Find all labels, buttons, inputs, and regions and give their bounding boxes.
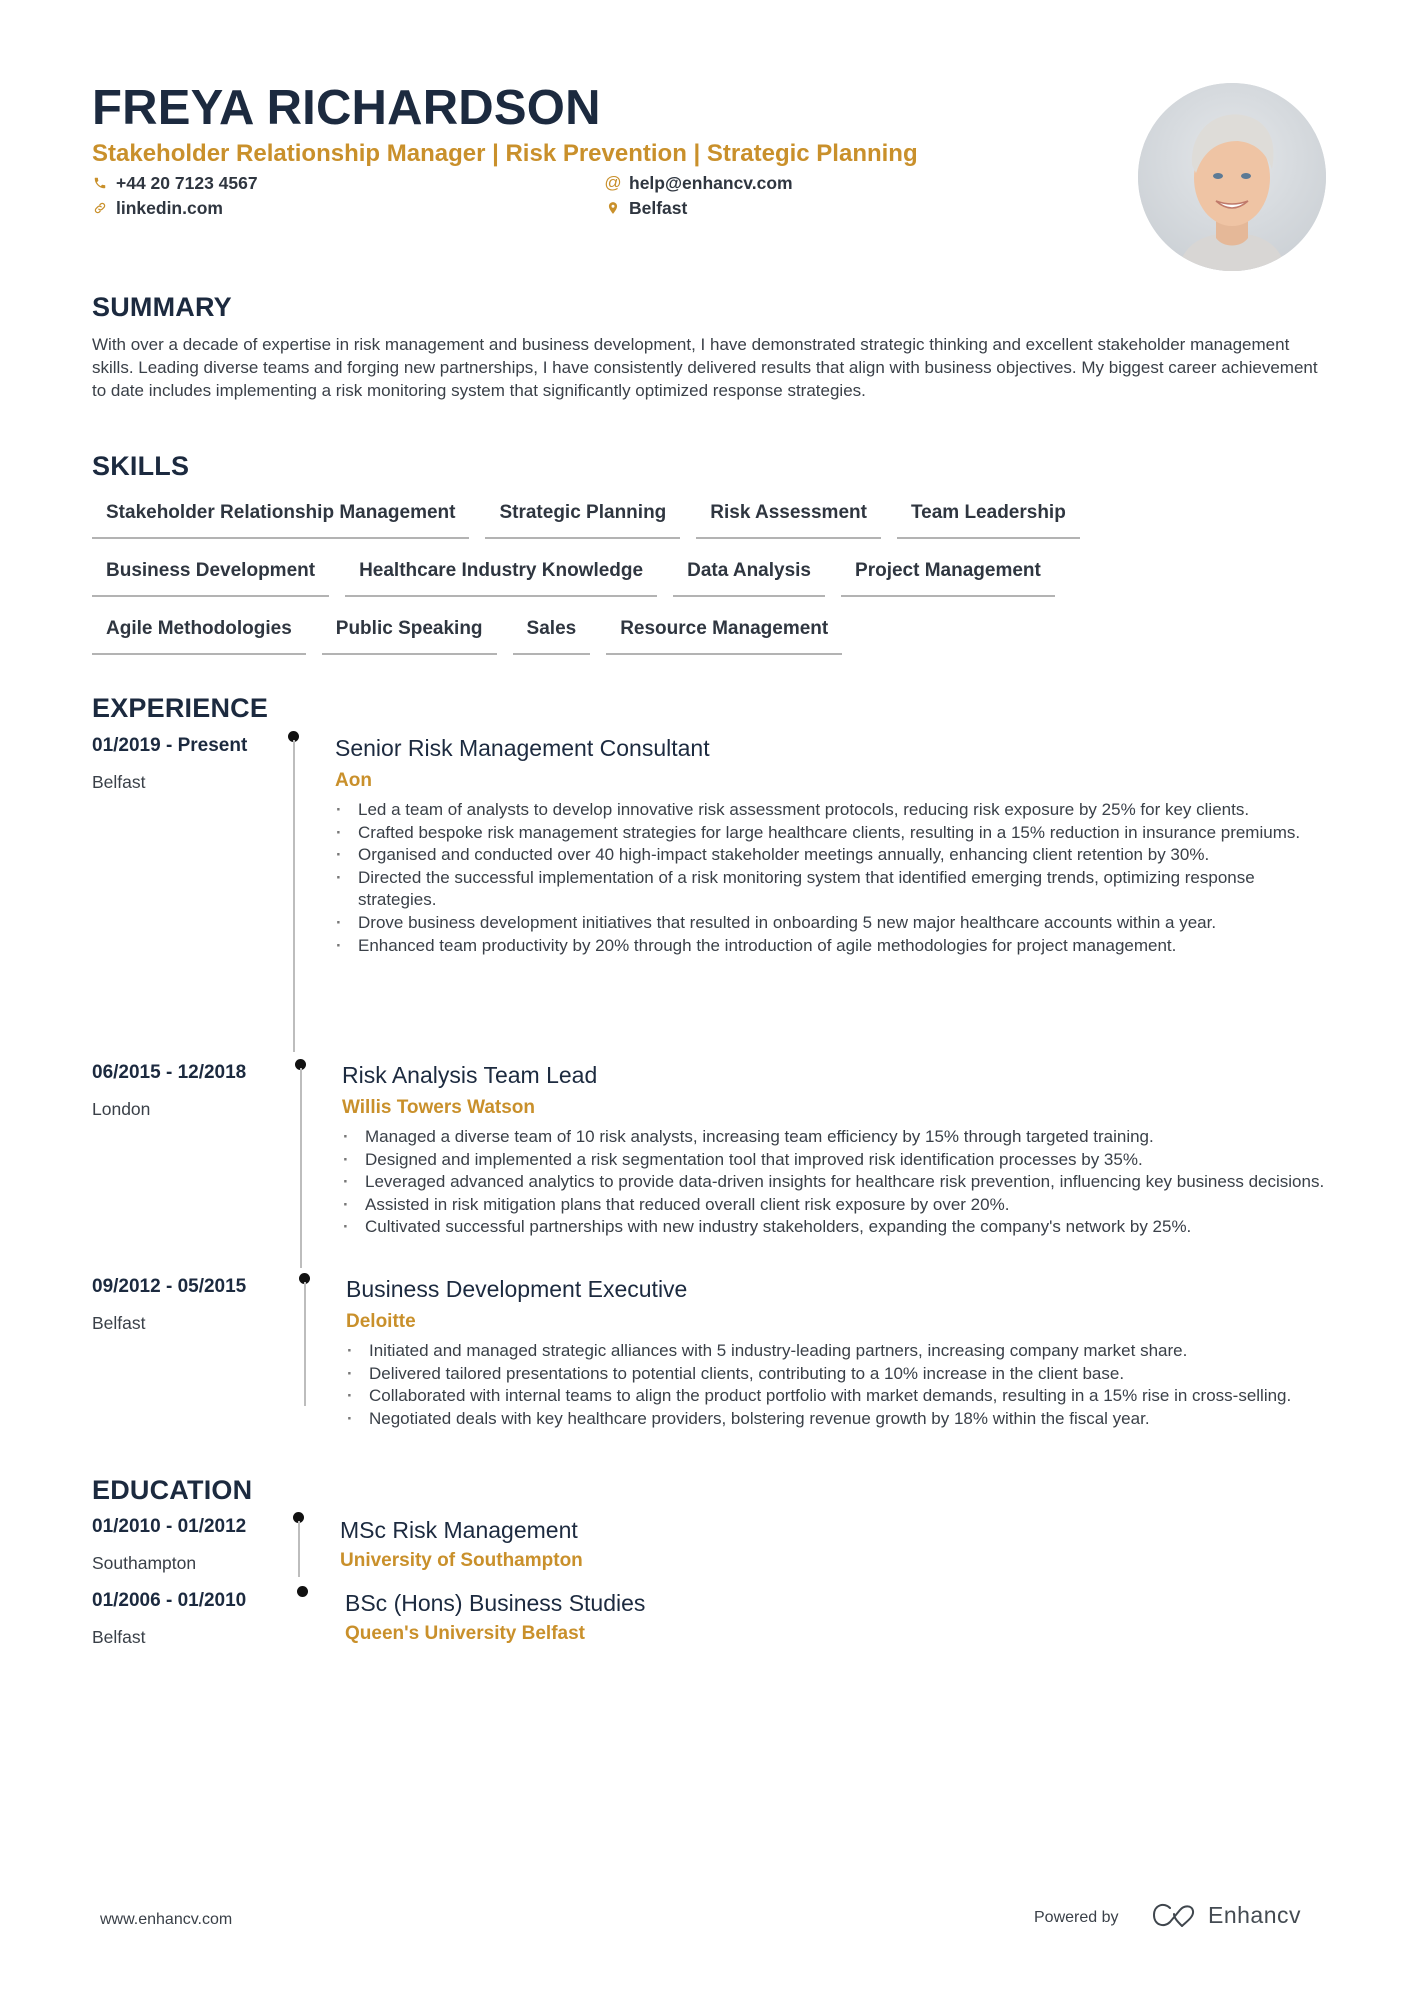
skill-tag: Sales [513,613,591,655]
summary-text: With over a decade of expertise in risk management and business development, I have demonstrated strategic thinking and excellent stakeholder management skills. Leading diverse teams and forging new partnerships, I have consistently delivered results that align with business objectives. My biggest career achievement to date includes implementing a risk monitoring system that significantly optimized response strategies. [92,335,1318,400]
candidate-headline: Stakeholder Relationship Manager | Risk Prevention | Strategic Planning [92,140,918,167]
bullet-item: · Designed and implemented a risk segmentation tool that improved risk identification processes by 35%. [339,1149,1339,1172]
skill-tag: Risk Assessment [696,497,881,539]
powered-by-label: Powered by [1034,1909,1119,1926]
job-title: Business Development Executive [346,1276,688,1302]
edu-degree: BSc (Hons) Business Studies [345,1590,646,1616]
timeline-line [293,740,295,1052]
bullet-item: · Collaborated with internal teams to align the product portfolio with market demands, resulting in a 15% rise in cross-selling. [343,1385,1343,1408]
profile-photo [1138,83,1326,271]
job-title: Risk Analysis Team Lead [342,1062,598,1088]
bullet-item: · Managed a diverse team of 10 risk analysts, increasing team efficiency by 15% through targeted training. [339,1126,1339,1149]
edu-degree: MSc Risk Management [340,1517,578,1543]
job-location: London [92,1099,151,1119]
phone-value: +44 20 7123 4567 [116,173,258,193]
bullet-item: · Cultivated successful partnerships with new industry stakeholders, expanding the company's network by 25%. [339,1216,1339,1239]
skill-tag: Resource Management [606,613,842,655]
job-company: Willis Towers Watson [342,1097,536,1118]
edu-institution: University of Southampton [340,1550,583,1571]
bullet-item: · Led a team of analysts to develop innovative risk assessment protocols, reducing risk exposure by 25% for key clients. [332,799,1332,822]
job-dates: 01/2019 - Present [92,735,248,756]
edu-location: Southampton [92,1553,197,1573]
edu-dates: 01/2006 - 01/2010 [92,1590,247,1611]
job-bullets [343,1340,1343,1430]
timeline-line [300,1068,302,1268]
skill-tag: Stakeholder Relationship Management [92,497,469,539]
summary-heading: SUMMARY [92,292,232,322]
footer-website-link[interactable]: www.enhancv.com [100,1911,233,1928]
job-company: Aon [335,770,372,791]
bullet-item: · Leveraged advanced analytics to provide data-driven insights for healthcare risk prevention, influencing key business decisions. [339,1171,1339,1194]
job-location: Belfast [92,772,146,792]
job-dates: 09/2012 - 05/2015 [92,1276,247,1297]
skill-tag: Public Speaking [322,613,497,655]
skills-list [92,497,1152,655]
contact-linkedin[interactable] [92,197,223,219]
email-link[interactable]: help@enhancv.com [629,173,793,193]
contact-email[interactable] [605,172,793,194]
phone-icon [92,174,108,192]
bullet-item: · Assisted in risk mitigation plans that reduced overall client risk exposure by over 20%. [339,1194,1339,1217]
linkedin-link[interactable]: linkedin.com [116,198,223,218]
candidate-name: FREYA RICHARDSON [92,81,601,135]
link-icon [92,199,108,217]
enhancv-logo-icon [1150,1902,1198,1928]
bullet-item: · Drove business development initiatives that resulted in onboarding 5 new major healthcare accounts within a year. [332,912,1332,935]
bullet-item: · Enhanced team productivity by 20% through the introduction of agile methodologies for project management. [332,935,1332,958]
at-icon: @ [604,173,622,192]
skill-tag: Healthcare Industry Knowledge [345,555,657,597]
job-bullets [332,799,1332,957]
edu-dates: 01/2010 - 01/2012 [92,1516,247,1537]
bullet-item: · Organised and conducted over 40 high-impact stakeholder meetings annually, enhancing client retention by 30%. [332,844,1332,867]
location-value: Belfast [629,198,688,218]
skill-tag: Data Analysis [673,555,825,597]
education-heading: EDUCATION [92,1475,253,1505]
skill-tag: Business Development [92,555,329,597]
contact-phone [92,172,258,194]
job-company: Deloitte [346,1311,416,1332]
timeline-line [298,1521,300,1577]
bullet-item: · Initiated and managed strategic alliances with 5 industry-leading partners, increasing company market share. [343,1340,1343,1363]
bullet-item: · Negotiated deals with key healthcare providers, bolstering revenue growth by 18% within the fiscal year. [343,1408,1343,1431]
timeline-dot [297,1586,308,1597]
skill-tag: Strategic Planning [485,497,680,539]
job-title: Senior Risk Management Consultant [335,735,710,761]
timeline-line [304,1282,306,1406]
bullet-item: · Directed the successful implementation of a risk monitoring system that identified emerging trends, optimizing response strategies. [332,867,1332,912]
job-bullets [339,1126,1339,1239]
job-dates: 06/2015 - 12/2018 [92,1062,247,1083]
bullet-item: · Crafted bespoke risk management strategies for large healthcare clients, resulting in a 15% reduction in insurance premiums. [332,822,1332,845]
enhancv-logo-text[interactable]: Enhancv [1208,1902,1302,1928]
skill-tag: Project Management [841,555,1055,597]
experience-heading: EXPERIENCE [92,693,269,723]
skill-tag: Agile Methodologies [92,613,306,655]
skill-tag: Team Leadership [897,497,1080,539]
edu-location: Belfast [92,1627,146,1647]
skills-heading: SKILLS [92,451,190,481]
map-pin-icon [605,199,621,217]
edu-institution: Queen's University Belfast [345,1623,585,1644]
contact-location [605,197,687,219]
bullet-item: · Delivered tailored presentations to potential clients, contributing to a 10% increase in the client base. [343,1363,1343,1386]
job-location: Belfast [92,1313,146,1333]
